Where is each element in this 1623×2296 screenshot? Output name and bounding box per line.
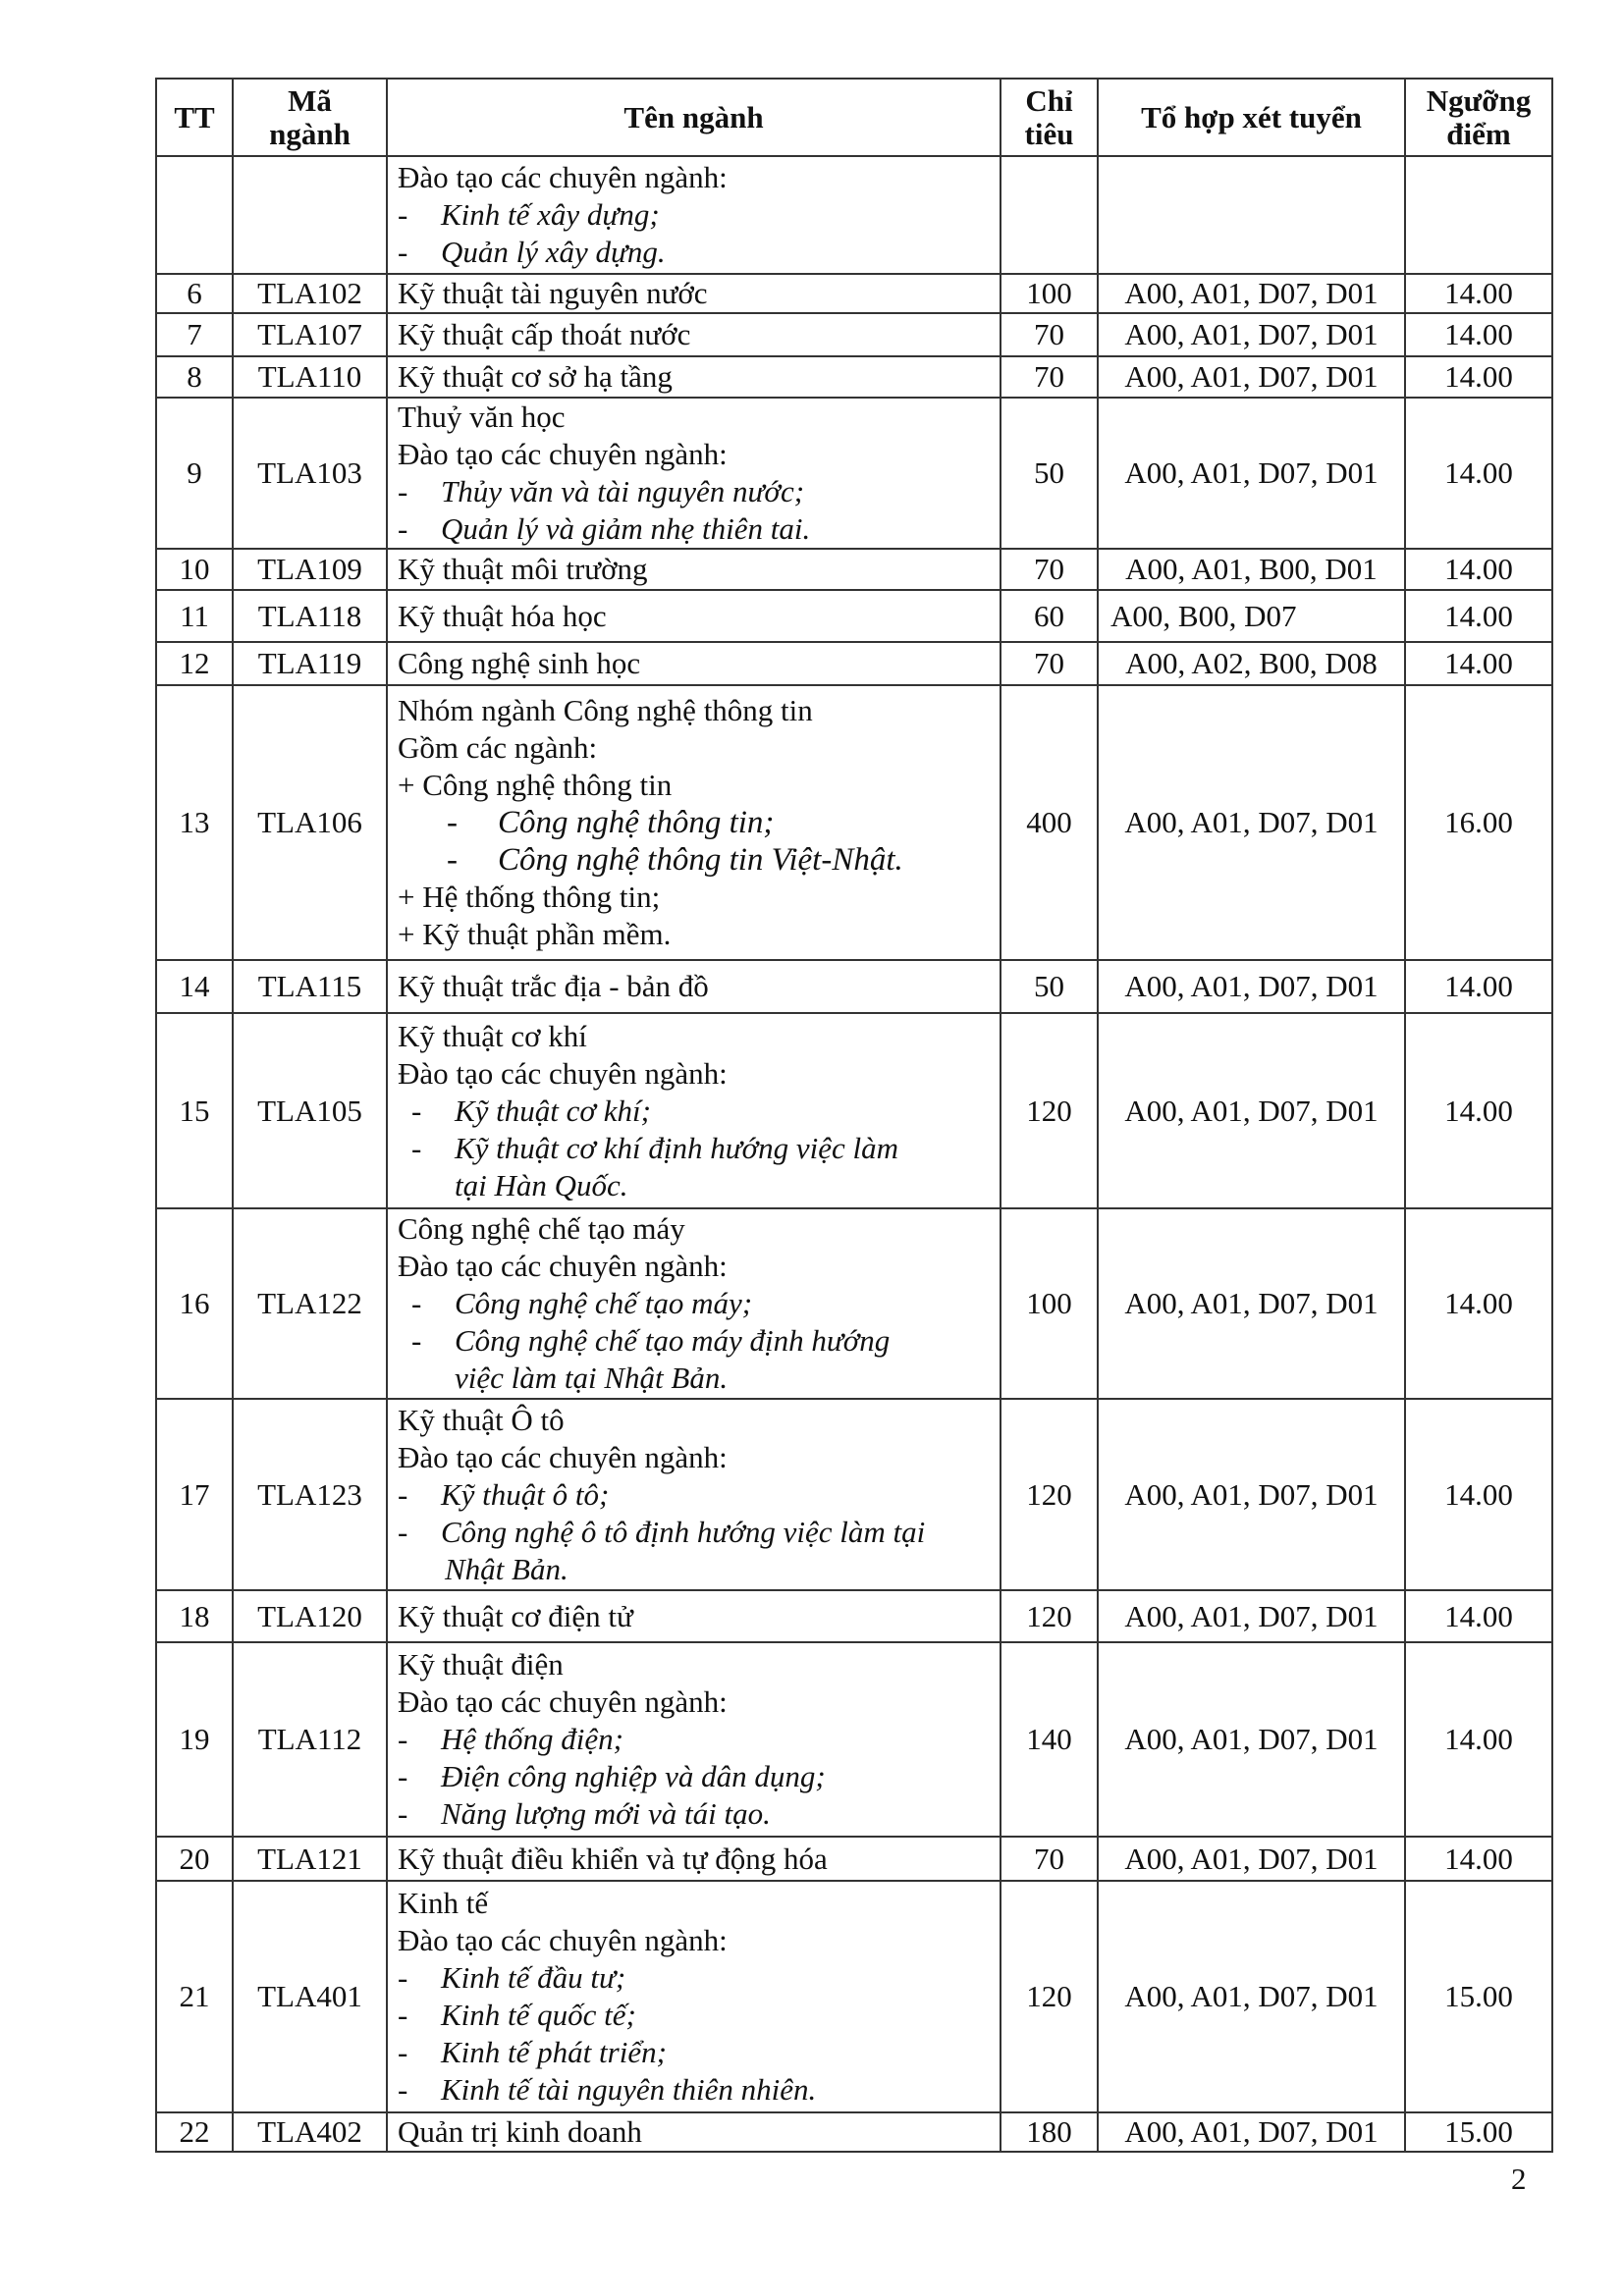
cell-threshold: 15.00 [1405, 1881, 1552, 2112]
bullet-dash: - [411, 1286, 422, 1320]
cell-combos: A00, A01, D07, D01 [1098, 685, 1405, 960]
specialization-label: Công nghệ chế tạo máy định hướng [455, 1323, 891, 1358]
specialization-label: Kinh tế quốc tế; [441, 1998, 636, 2032]
cell-quota: 70 [1001, 356, 1098, 398]
name-intro: Đào tạo các chuyên ngành: [398, 1055, 728, 1091]
cell-combos: A00, A01, D07, D01 [1098, 960, 1405, 1013]
cell-threshold: 14.00 [1405, 1642, 1552, 1837]
specialization-label: Công nghệ chế tạo máy; [455, 1286, 753, 1320]
table-row [156, 549, 1552, 590]
cell-code: TLA120 [233, 1590, 387, 1642]
specialization-item [398, 473, 990, 510]
cell-code: TLA401 [233, 1881, 387, 2112]
cell-quota: 120 [1001, 1013, 1098, 1208]
cell-quota: 70 [1001, 549, 1098, 590]
bullet-dash: - [398, 2072, 408, 2107]
table-row [156, 1881, 1552, 2112]
cell-tt: 12 [156, 642, 233, 685]
cell-quota [1001, 156, 1098, 274]
cell-quota: 120 [1001, 1399, 1098, 1590]
cell-tt: 17 [156, 1399, 233, 1590]
header-tt: TT [156, 79, 233, 156]
bullet-dash: - [398, 474, 408, 508]
cell-combos: A00, A01, B00, D01 [1098, 549, 1405, 590]
specialization-label: Kỹ thuật cơ khí định hướng việc làm [455, 1130, 899, 1165]
cell-combos: A00, A01, D07, D01 [1098, 398, 1405, 549]
specialization-item [398, 1959, 990, 1997]
cell-combos: A00, A01, D07, D01 [1098, 2112, 1405, 2152]
cell-threshold: 14.00 [1405, 313, 1552, 356]
cell-name: Kỹ thuật điều khiển và tự động hóa [387, 1837, 1001, 1881]
table-row [156, 1642, 1552, 1837]
cell-code: TLA106 [233, 685, 387, 960]
specialization-label: Kinh tế xây dựng; [441, 197, 660, 232]
cell-quota: 140 [1001, 1642, 1098, 1837]
cell-combos [1098, 156, 1405, 274]
cell-name: Công nghệ sinh học [387, 642, 1001, 685]
cell-threshold: 14.00 [1405, 642, 1552, 685]
table-row [156, 1590, 1552, 1642]
cell-tt: 15 [156, 1013, 233, 1208]
name-intro: Đào tạo các chuyên ngành: [398, 1439, 728, 1474]
specialization-item [398, 1997, 990, 2034]
cell-threshold: 14.00 [1405, 274, 1552, 313]
header-threshold-line2: điểm [1446, 116, 1511, 151]
table-row [156, 1208, 1552, 1399]
header-quota-line1: Chỉ [1025, 82, 1073, 118]
header-threshold [1405, 79, 1552, 156]
bullet-dash: - [398, 1722, 408, 1756]
bullet-dash: - [398, 511, 408, 546]
cell-combos: A00, B00, D07 [1098, 590, 1405, 642]
specialization-label: Hệ thống điện; [441, 1722, 623, 1756]
bullet-dash: - [411, 1323, 422, 1358]
specialization-item [398, 1514, 990, 1551]
cell-code: TLA109 [233, 549, 387, 590]
bullet-dash: - [398, 2035, 408, 2069]
specialization-item [398, 1322, 990, 1360]
bullet-dash: - [411, 1093, 422, 1128]
cell-name: Kỹ thuật môi trường [387, 549, 1001, 590]
table-row [156, 642, 1552, 685]
cell-code: TLA105 [233, 1013, 387, 1208]
cell-quota: 50 [1001, 398, 1098, 549]
specialization-item [398, 196, 990, 234]
specialization-item [398, 234, 990, 271]
bullet-dash: - [411, 1130, 422, 1165]
cell-combos: A00, A01, D07, D01 [1098, 356, 1405, 398]
cell-quota: 50 [1001, 960, 1098, 1013]
specialization-item [398, 1721, 990, 1758]
cell-combos: A00, A01, D07, D01 [1098, 1837, 1405, 1881]
cell-threshold [1405, 156, 1552, 274]
specialization-item [398, 2071, 990, 2109]
specialization-item [398, 2034, 990, 2071]
cell-combos: A00, A01, D07, D01 [1098, 1208, 1405, 1399]
cell-quota: 120 [1001, 1881, 1098, 2112]
cell-code: TLA103 [233, 398, 387, 549]
cell-name [387, 1881, 1001, 2112]
specialization-item [398, 1285, 990, 1322]
cell-quota: 70 [1001, 642, 1098, 685]
specialization-item [398, 1795, 990, 1833]
cell-quota: 70 [1001, 1837, 1098, 1881]
cell-code: TLA119 [233, 642, 387, 685]
specialization-label: Điện công nghiệp và dân dụng; [441, 1759, 826, 1793]
cell-name [387, 685, 1001, 960]
major-title: Công nghệ chế tạo máy [398, 1211, 685, 1246]
admission-table [155, 78, 1553, 2153]
cell-threshold: 14.00 [1405, 398, 1552, 549]
cell-name: Kỹ thuật cấp thoát nước [387, 313, 1001, 356]
cell-code: TLA110 [233, 356, 387, 398]
cell-code: TLA107 [233, 313, 387, 356]
cell-threshold: 14.00 [1405, 1837, 1552, 1881]
major-group-item: + Công nghệ thông tin [398, 768, 673, 802]
specialization-label: Công nghệ ô tô định hướng việc làm tại [441, 1514, 926, 1549]
specialization-label: Kinh tế đầu tư; [441, 1960, 626, 1995]
cell-tt: 21 [156, 1881, 233, 2112]
cell-name: Quản trị kinh doanh [387, 2112, 1001, 2152]
cell-tt: 11 [156, 590, 233, 642]
table-header-row [156, 79, 1552, 156]
cell-code: TLA121 [233, 1837, 387, 1881]
name-intro: Đào tạo các chuyên ngành: [398, 1684, 728, 1719]
cell-tt: 16 [156, 1208, 233, 1399]
cell-quota: 120 [1001, 1590, 1098, 1642]
table-row [156, 356, 1552, 398]
cell-threshold: 15.00 [1405, 2112, 1552, 2152]
cell-code: TLA122 [233, 1208, 387, 1399]
cell-tt: 14 [156, 960, 233, 1013]
table-row [156, 398, 1552, 549]
header-quota [1001, 79, 1098, 156]
specialization-label: Năng lượng mới và tái tạo. [441, 1796, 771, 1831]
major-title: Kỹ thuật điện [398, 1647, 564, 1682]
cell-tt: 10 [156, 549, 233, 590]
cell-threshold: 14.00 [1405, 549, 1552, 590]
cell-combos: A00, A01, D07, D01 [1098, 1013, 1405, 1208]
name-intro: Đào tạo các chuyên ngành: [398, 1923, 728, 1957]
cell-code: TLA112 [233, 1642, 387, 1837]
header-code-line2: ngành [269, 116, 351, 151]
specialization-item [398, 804, 990, 841]
cell-code [233, 156, 387, 274]
specialization-label: Kinh tế phát triển; [441, 2035, 667, 2069]
header-combos: Tổ hợp xét tuyển [1098, 79, 1405, 156]
cell-combos: A00, A01, D07, D01 [1098, 1642, 1405, 1837]
table-row-continuation [156, 156, 1552, 274]
cell-code: TLA402 [233, 2112, 387, 2152]
major-title: Nhóm ngành Công nghệ thông tin [398, 693, 813, 727]
cell-combos: A00, A02, B00, D08 [1098, 642, 1405, 685]
bullet-dash: - [398, 1998, 408, 2032]
cell-threshold: 16.00 [1405, 685, 1552, 960]
cell-combos: A00, A01, D07, D01 [1098, 1590, 1405, 1642]
cell-code: TLA123 [233, 1399, 387, 1590]
cell-combos: A00, A01, D07, D01 [1098, 1881, 1405, 2112]
header-name: Tên ngành [387, 79, 1001, 156]
cell-tt: 18 [156, 1590, 233, 1642]
table-row [156, 960, 1552, 1013]
bullet-dash: - [447, 842, 458, 878]
table-row [156, 590, 1552, 642]
specialization-label: Công nghệ thông tin; [498, 805, 775, 840]
specialization-label: Công nghệ thông tin Việt-Nhật. [498, 842, 903, 878]
bullet-dash: - [398, 1476, 408, 1512]
cell-name [387, 1013, 1001, 1208]
specialization-label: Kỹ thuật ô tô; [441, 1476, 610, 1512]
cell-threshold: 14.00 [1405, 1590, 1552, 1642]
cell-threshold: 14.00 [1405, 1399, 1552, 1590]
specialization-label: Quản lý và giảm nhẹ thiên tai. [441, 511, 811, 546]
major-title: Kỹ thuật Ô tô [398, 1402, 565, 1437]
header-code-line1: Mã [288, 82, 332, 118]
bullet-dash: - [398, 1514, 408, 1549]
cell-tt [156, 156, 233, 274]
specialization-label: Thủy văn và tài nguyên nước; [441, 474, 805, 508]
major-group-item: + Kỹ thuật phần mềm. [398, 917, 672, 951]
bullet-dash: - [398, 197, 408, 232]
major-group-item: + Hệ thống thông tin; [398, 880, 661, 914]
cell-code: TLA102 [233, 274, 387, 313]
name-intro: Đào tạo các chuyên ngành: [398, 437, 728, 471]
bullet-dash: - [447, 805, 458, 840]
cell-tt: 19 [156, 1642, 233, 1837]
specialization-item [398, 1130, 990, 1167]
cell-combos: A00, A01, D07, D01 [1098, 274, 1405, 313]
specialization-continuation: việc làm tại Nhật Bản. [455, 1361, 729, 1395]
cell-combos: A00, A01, D07, D01 [1098, 1399, 1405, 1590]
cell-name [387, 398, 1001, 549]
table-row [156, 1837, 1552, 1881]
table-row [156, 1399, 1552, 1590]
name-intro: Gồm các ngành: [398, 730, 598, 765]
cell-tt: 13 [156, 685, 233, 960]
cell-threshold: 14.00 [1405, 590, 1552, 642]
cell-quota: 100 [1001, 274, 1098, 313]
specialization-continuation: Nhật Bản. [445, 1551, 568, 1586]
cell-name [387, 1642, 1001, 1837]
cell-name: Kỹ thuật cơ điện tử [387, 1590, 1001, 1642]
header-code [233, 79, 387, 156]
cell-threshold: 14.00 [1405, 356, 1552, 398]
cell-name: Kỹ thuật hóa học [387, 590, 1001, 642]
page-number: 2 [1511, 2162, 1527, 2196]
table-row [156, 685, 1552, 960]
cell-tt: 6 [156, 274, 233, 313]
cell-quota: 100 [1001, 1208, 1098, 1399]
specialization-item [398, 1758, 990, 1795]
cell-name [387, 1208, 1001, 1399]
table-row [156, 2112, 1552, 2152]
cell-threshold: 14.00 [1405, 960, 1552, 1013]
bullet-dash: - [398, 1759, 408, 1793]
major-title: Thuỷ văn học [398, 400, 566, 434]
specialization-item [398, 1093, 990, 1130]
cell-quota: 60 [1001, 590, 1098, 642]
cell-name [387, 156, 1001, 274]
specialization-item [398, 510, 990, 548]
table-row [156, 274, 1552, 313]
cell-tt: 22 [156, 2112, 233, 2152]
bullet-dash: - [398, 1960, 408, 1995]
specialization-item [398, 841, 990, 879]
major-title: Kinh tế [398, 1886, 489, 1920]
name-intro: Đào tạo các chuyên ngành: [398, 160, 728, 194]
cell-tt: 20 [156, 1837, 233, 1881]
header-threshold-line1: Ngưỡng [1426, 82, 1532, 118]
table-row [156, 1013, 1552, 1208]
cell-combos: A00, A01, D07, D01 [1098, 313, 1405, 356]
cell-quota: 180 [1001, 2112, 1098, 2152]
specialization-label: Kinh tế tài nguyên thiên nhiên. [441, 2072, 817, 2107]
specialization-label: Quản lý xây dựng. [441, 235, 666, 269]
cell-code: TLA115 [233, 960, 387, 1013]
table-row [156, 313, 1552, 356]
cell-name [387, 1399, 1001, 1590]
specialization-label: Kỹ thuật cơ khí; [455, 1093, 651, 1128]
specialization-continuation: tại Hàn Quốc. [455, 1167, 628, 1202]
cell-name: Kỹ thuật trắc địa - bản đồ [387, 960, 1001, 1013]
cell-tt: 9 [156, 398, 233, 549]
cell-name: Kỹ thuật cơ sở hạ tầng [387, 356, 1001, 398]
cell-code: TLA118 [233, 590, 387, 642]
cell-threshold: 14.00 [1405, 1208, 1552, 1399]
cell-quota: 400 [1001, 685, 1098, 960]
cell-quota: 70 [1001, 313, 1098, 356]
cell-name: Kỹ thuật tài nguyên nước [387, 274, 1001, 313]
bullet-dash: - [398, 235, 408, 269]
major-title: Kỹ thuật cơ khí [398, 1018, 587, 1053]
cell-tt: 8 [156, 356, 233, 398]
header-quota-line2: tiêu [1024, 116, 1074, 151]
name-intro: Đào tạo các chuyên ngành: [398, 1249, 728, 1283]
cell-tt: 7 [156, 313, 233, 356]
specialization-item [398, 1476, 990, 1514]
cell-threshold: 14.00 [1405, 1013, 1552, 1208]
bullet-dash: - [398, 1796, 408, 1831]
